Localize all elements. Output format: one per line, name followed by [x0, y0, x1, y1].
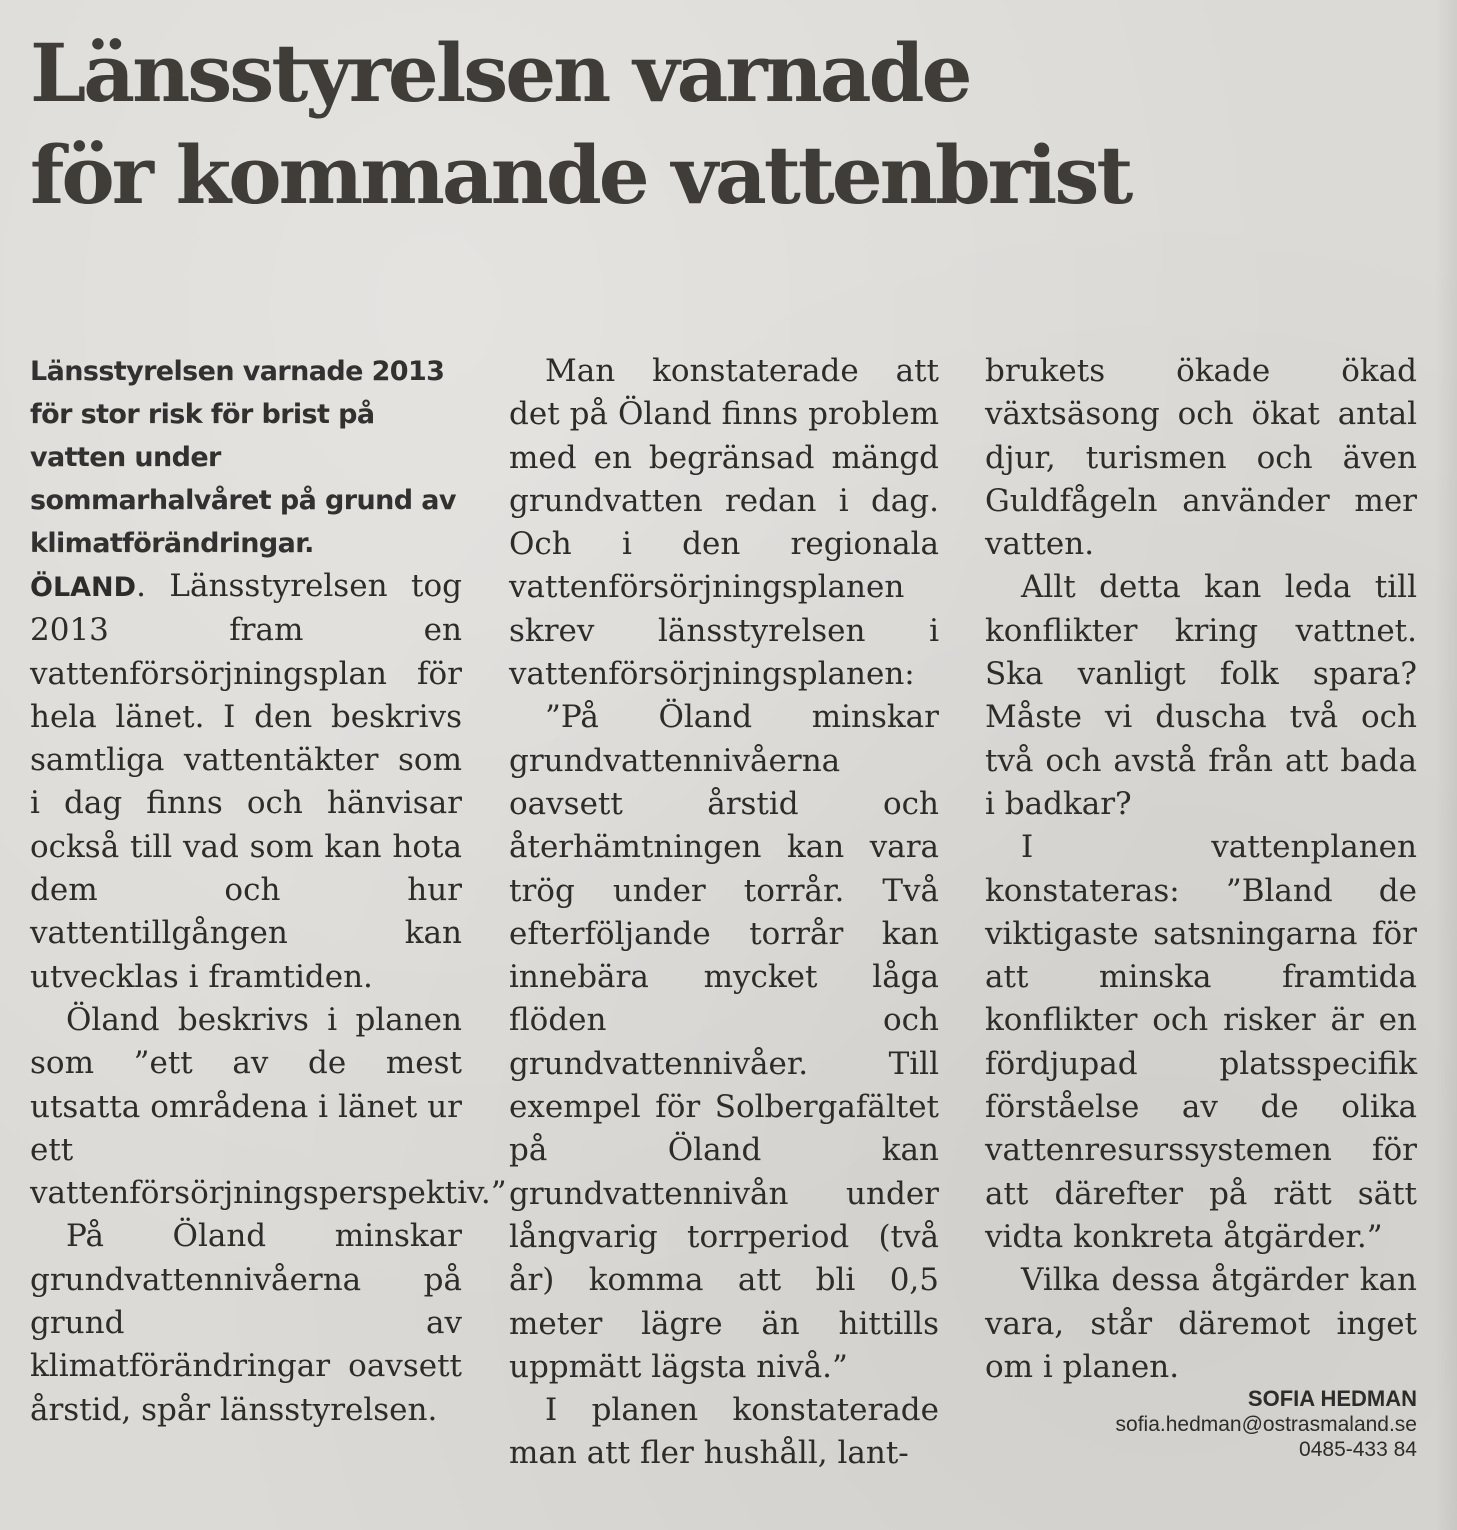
- byline: [1000, 1386, 1417, 1462]
- headline-line-2: för kommande vattenbrist: [30, 128, 1131, 222]
- author-email: sofia.hedman@ostrasmaland.se: [1115, 1413, 1417, 1436]
- column-3: [985, 350, 1417, 1389]
- body-paragraph: I planen konstaterade man att fler hushåll, lant-: [509, 1392, 939, 1472]
- dateline: ÖLAND: [30, 572, 137, 603]
- body-paragraph: brukets ökade ökad växtsäsong och ökat antal djur, turismen och även Guldfågeln använder mer vatten.: [985, 353, 1417, 563]
- author-name: SOFIA HEDMAN: [1247, 1386, 1417, 1411]
- page-edge-shadow: [1435, 0, 1457, 1530]
- body-text: . Länsstyrelsen tog 2013 fram en vattenförsörjningsplan för hela länet. I den beskrivs samtliga vattentäkter som i dag finns och hänvisar också till vad som kan hota dem och hur vattentillgången kan utvecklas i framtiden.: [30, 568, 462, 995]
- body-paragraph: Man konstaterade att det på Öland finns problem med en begränsad mängd grundvatten redan i dag. Och i den regionala vattenförsörjningsplanen skrev länsstyrelsen i vattenförsörjningsplanen:: [509, 353, 939, 693]
- body-paragraph: Allt detta kan leda till konflikter kring vattnet. Ska vanligt folk spara? Måste vi duscha två och två och avstå från att bada i badkar?: [985, 569, 1417, 822]
- headline-line-1: Länsstyrelsen varnade: [30, 26, 970, 120]
- column-1: [30, 350, 507, 1432]
- ingress: Länsstyrelsen varnade 2013 för stor risk för brist på vatten under sommarhalvåret på grund av klimatförändringar.: [30, 356, 456, 559]
- headline: [30, 22, 1270, 226]
- author-phone: 0485-433 84: [1299, 1438, 1417, 1461]
- body-paragraph: Öland beskrivs i planen som ”ett av de mest utsatta områdena i länet ur ett vattenförsörjningsperspektiv.”: [30, 1001, 507, 1212]
- body-paragraph: [30, 565, 462, 999]
- body-paragraph: På Öland minskar grundvattennivåerna på grund av klimatförändringar oavsett årstid, spår länsstyrelsen.: [30, 1218, 462, 1428]
- body-paragraph: Vilka dessa åtgärder kan vara, står däremot inget om i planen.: [985, 1262, 1417, 1385]
- quote-paragraph: ”På Öland minskar grundvattennivåerna oavsett årstid och återhämtningen kan vara trög under torrår. Två efterföljande torrår kan innebära mycket låga flöden och grundvattennivåer. Till exempel för Solbergafältet på Öland kan grundvattennivån under långvarig torrperiod (två år) komma att bli 0,5 meter lägre än hittills uppmätt lägsta nivå.”: [509, 699, 939, 1385]
- column-2: [509, 350, 939, 1476]
- body-paragraph: I vattenplanen konstateras: ”Bland de viktigaste satsningarna för att minska framtida konflikter och risker är en fördjupad platsspecifik förståelse av de olika vattenresurssystemen för att därefter på rätt sätt vidta konkreta åtgärder.”: [985, 829, 1417, 1255]
